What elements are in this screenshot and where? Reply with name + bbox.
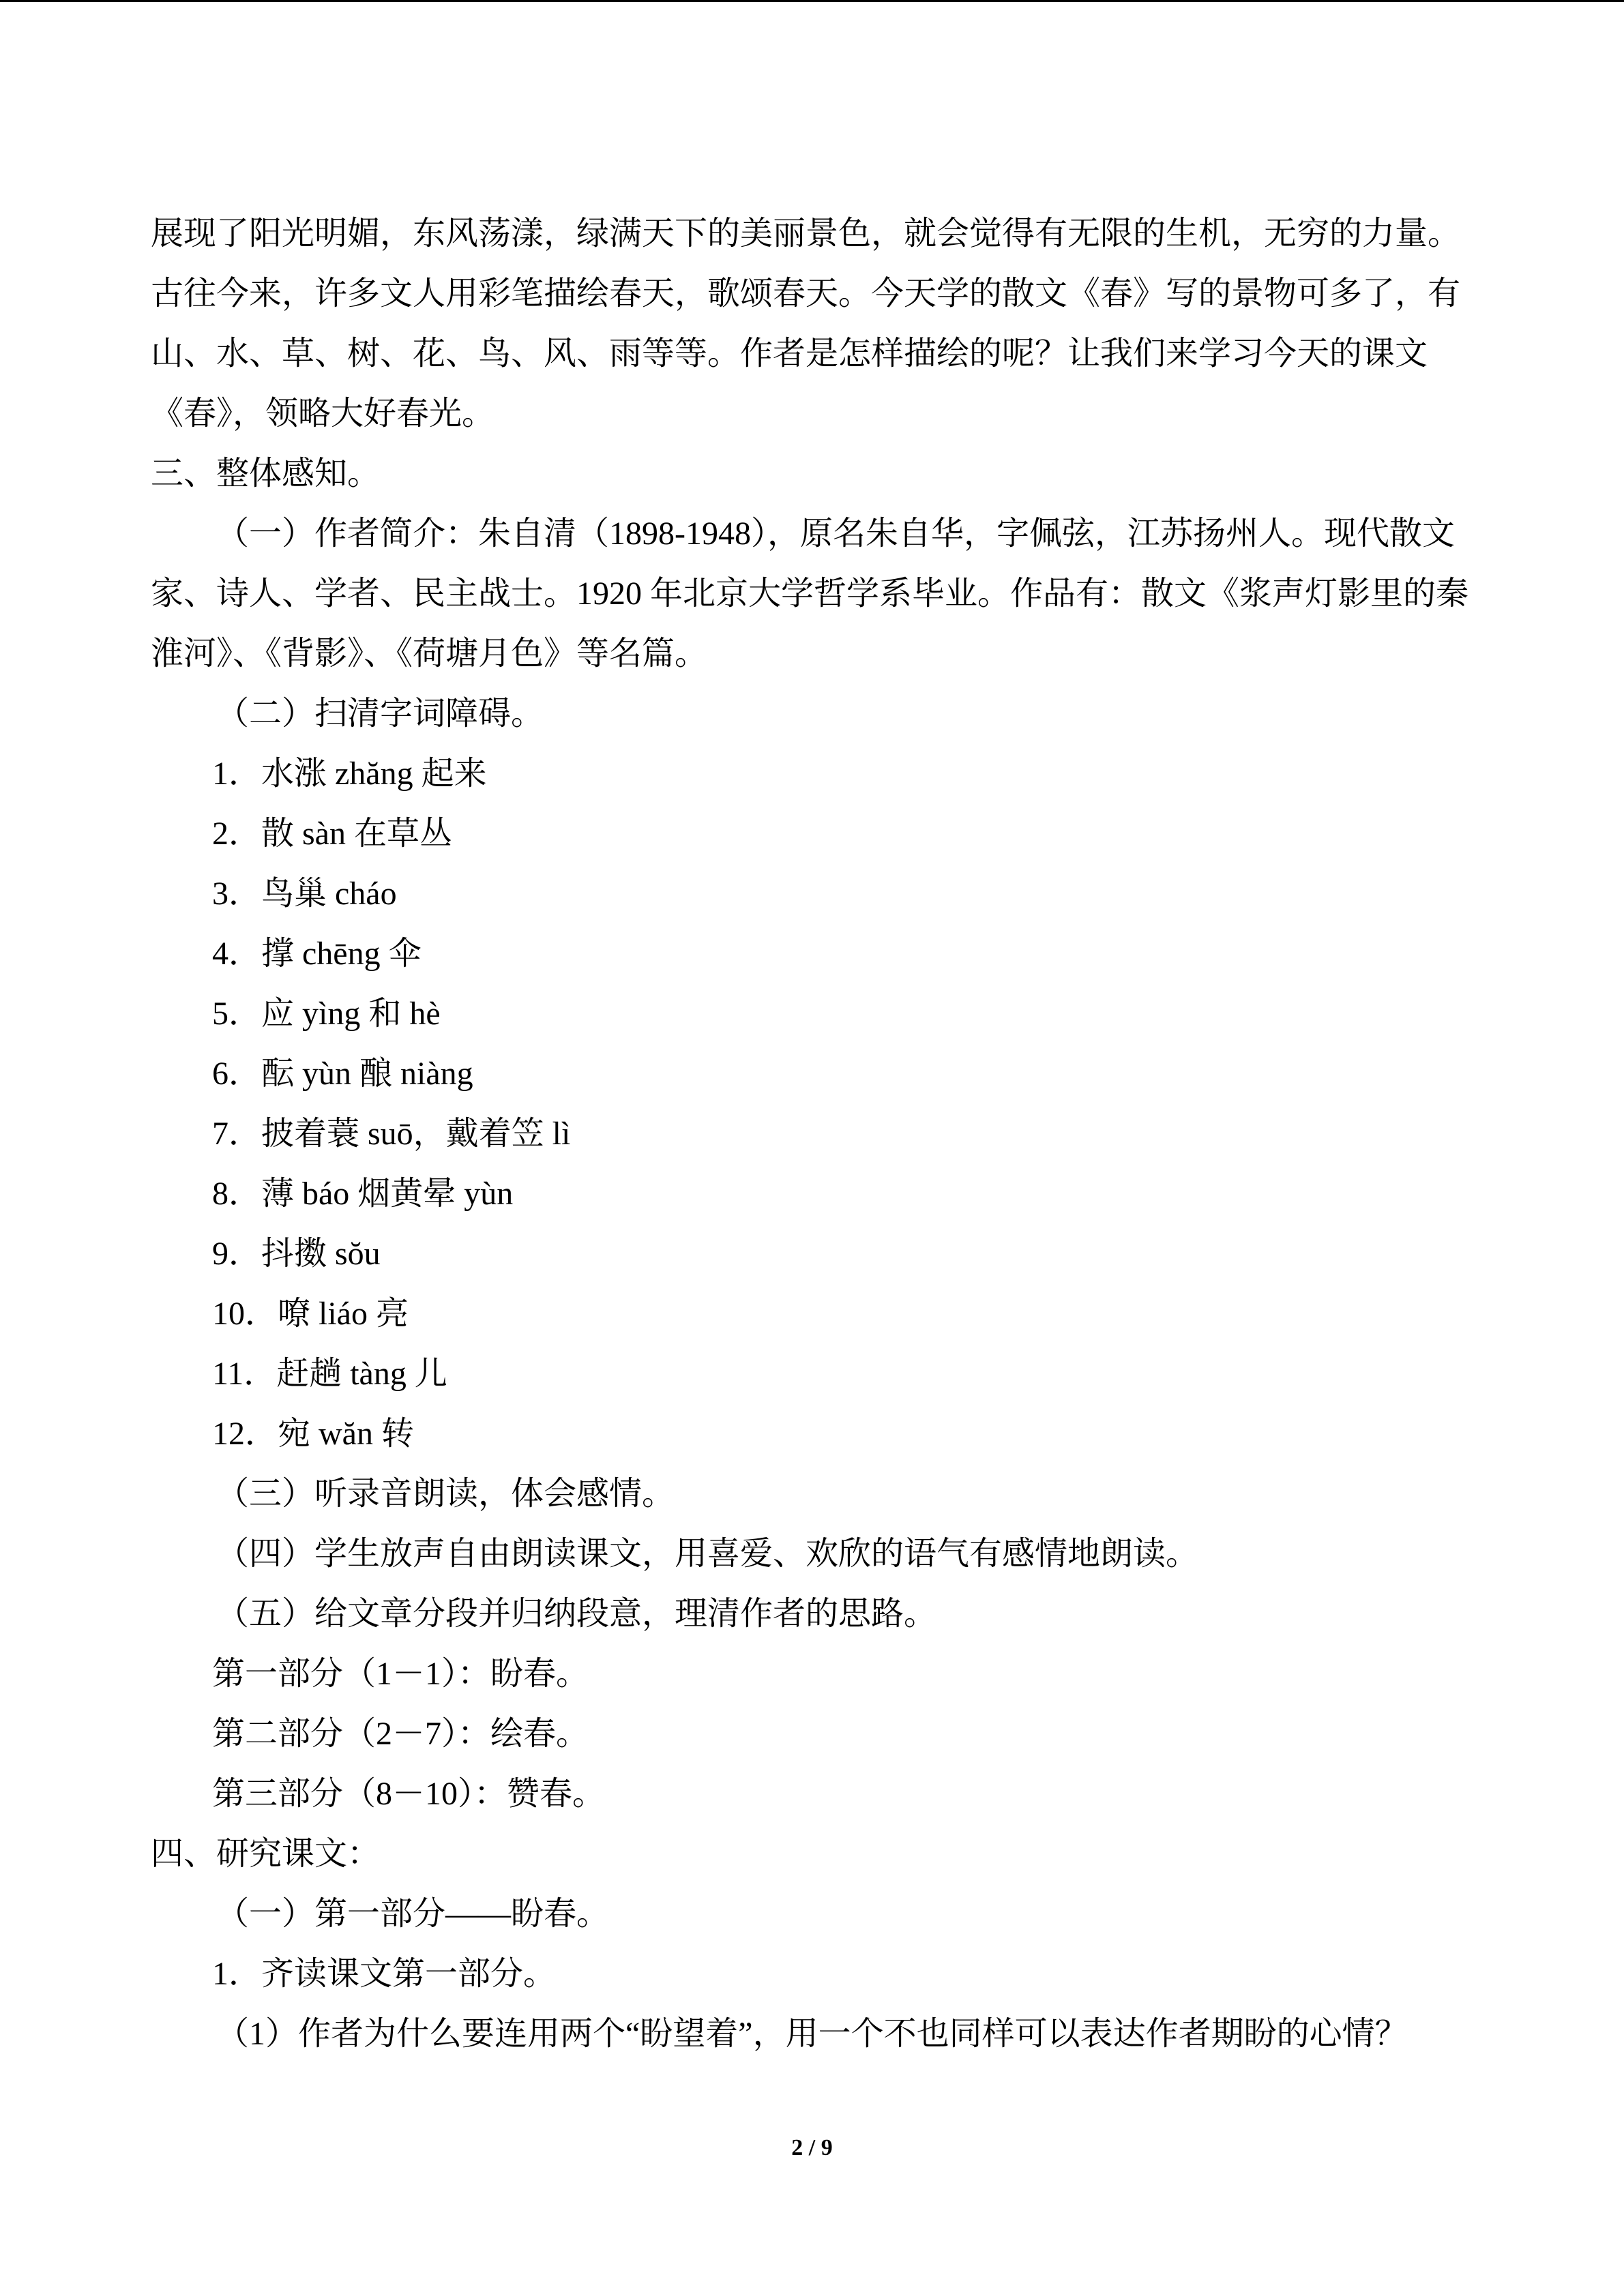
vocab-item: 9．抖擞 sŏu bbox=[212, 1236, 381, 1272]
page-number: 2 / 9 bbox=[791, 2135, 833, 2160]
part-summary: 第三部分（8－10）：赞春。 bbox=[212, 1776, 606, 1812]
vocab-item: 6．酝 yùn 酿 niàng bbox=[212, 1056, 473, 1092]
question-line: （1）作者为什么要连用两个“盼望着”，用一个不也同样可以表达作者期盼的心情？ bbox=[216, 2016, 1408, 2052]
vocab-item: 7．披着蓑 suō，戴着笠 lì bbox=[212, 1116, 571, 1152]
vocab-item: 10．嘹 liáo 亮 bbox=[212, 1296, 409, 1332]
intro-line: 展现了阳光明媚，东风荡漾，绿满天下的美丽景色，就会觉得有无限的生机，无穷的力量。 bbox=[151, 215, 1461, 252]
step-three: （三）听录音朗读，体会感情。 bbox=[216, 1476, 675, 1512]
author-intro-line: （一）作者简介：朱自清（1898-1948），原名朱自华，字佩弦，江苏扬州人。现代散文 bbox=[216, 516, 1455, 552]
intro-line: 古往今来，许多文人用彩笔描绘春天，歌颂春天。今天学的散文《春》写的景物可多了，有 bbox=[151, 275, 1461, 312]
step-four: （四）学生放声自由朗读课文，用喜爱、欢欣的语气有感情地朗读。 bbox=[216, 1536, 1199, 1572]
vocab-item: 4．撑 chēng 伞 bbox=[212, 936, 422, 972]
section-heading: 四、研究课文： bbox=[151, 1836, 381, 1872]
step-five: （五）给文章分段并归纳段意，理清作者的思路。 bbox=[216, 1596, 937, 1632]
author-intro-line: 淮河》、《背影》、《荷塘月色》等名篇。 bbox=[151, 636, 708, 672]
section-heading: 三、整体感知。 bbox=[151, 456, 381, 492]
vocab-item: 8．薄 báo 烟黄晕 yùn bbox=[212, 1176, 514, 1212]
part-summary: 第二部分（2－7）：绘春。 bbox=[212, 1716, 589, 1752]
subsection-heading: （一）第一部分——盼春。 bbox=[216, 1896, 610, 1932]
vocab-item: 3．鸟巢 cháo bbox=[212, 876, 397, 912]
vocab-item: 2．散 sàn 在草丛 bbox=[212, 816, 452, 852]
intro-line: 《春》，领略大好春光。 bbox=[151, 396, 495, 432]
vocab-item: 12．宛 wăn 转 bbox=[212, 1416, 414, 1452]
vocab-item: 11．赶趟 tàng 儿 bbox=[212, 1356, 447, 1392]
document-body bbox=[151, 204, 1556, 2064]
author-intro-line: 家、诗人、学者、民主战士。1920 年北京大学哲学系毕业。作品有：散文《浆声灯影里的秦 bbox=[151, 576, 1469, 612]
vocab-item: 1．水涨 zhăng 起来 bbox=[212, 756, 487, 792]
vocab-item: 5．应 yìng 和 hè bbox=[212, 996, 441, 1032]
intro-line: 山、水、草、树、花、鸟、风、雨等等。作者是怎样描绘的呢？让我们来学习今天的课文 bbox=[151, 336, 1428, 372]
part-summary: 第一部分（1－1）：盼春。 bbox=[212, 1656, 589, 1692]
numbered-item: 1．齐读课文第一部分。 bbox=[212, 1956, 557, 1992]
vocab-heading: （二）扫清字词障碍。 bbox=[216, 696, 544, 732]
top-border-line bbox=[0, 0, 1624, 2]
